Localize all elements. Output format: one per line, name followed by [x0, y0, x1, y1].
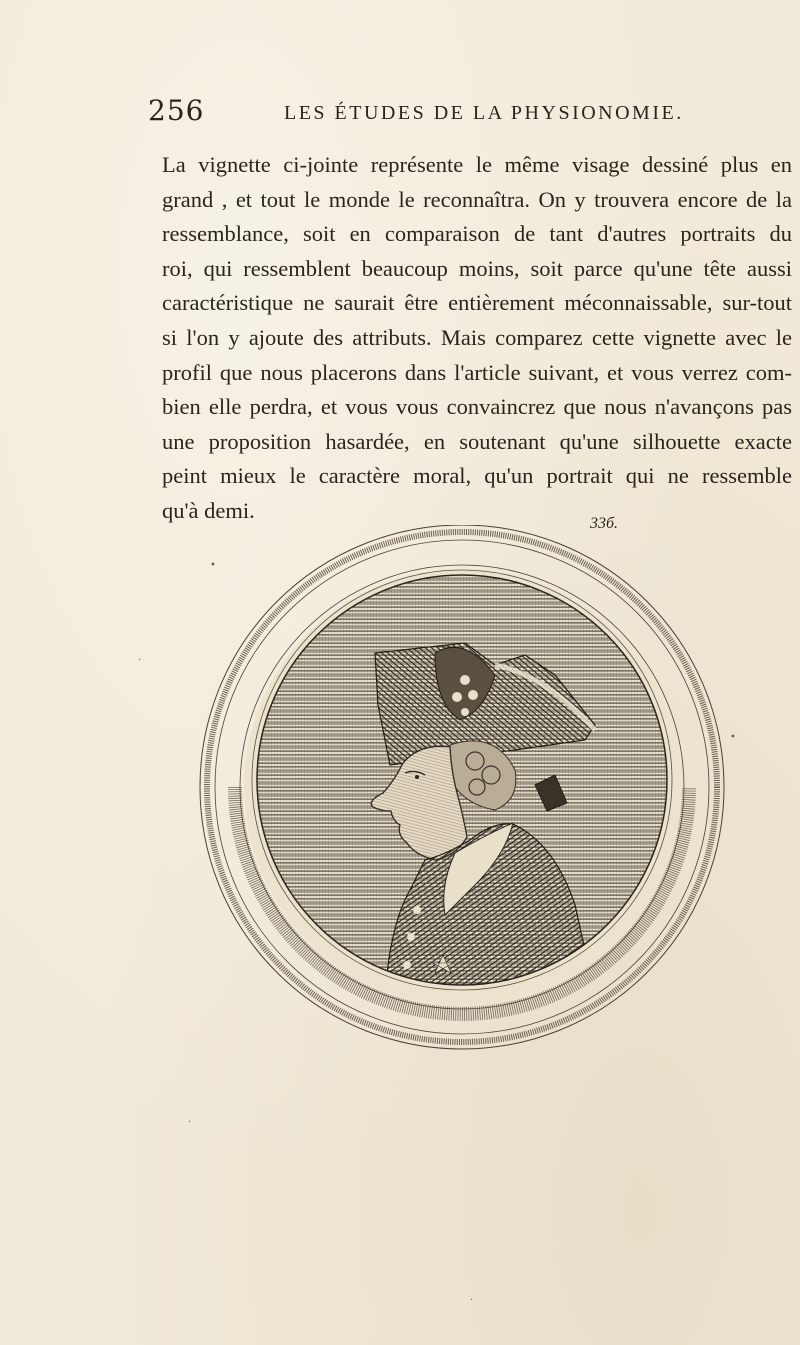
text-line: grand , et tout le monde le reconnaîtra. On y trouvera encore de la	[162, 186, 792, 212]
ink-speck: ·	[138, 655, 142, 666]
text-line: ressemblance, soit en comparaison de tant d'autres portraits du	[162, 221, 792, 247]
portrait-vignette	[195, 525, 730, 1050]
figure-reference-mark: 33б.	[590, 515, 619, 532]
text-line: peint mieux le caractère moral, qu'un portrait qui ne ressemble	[162, 463, 792, 489]
text-line: une proposition hasardée, en soutenant qu'une silhouette exacte	[162, 428, 792, 454]
ink-speck: ·	[470, 1295, 474, 1306]
page-header	[140, 92, 700, 132]
text-line: La vignette ci-jointe représente le même visage dessiné plus en	[162, 152, 792, 177]
text-line: profil que nous placerons dans l'article suivant, et vous verrez com-	[162, 359, 792, 385]
text-line: si l'on y ajoute des attributs. Mais comparez cette vignette avec le	[162, 324, 792, 350]
ink-speck: •	[730, 732, 736, 743]
text-line: bien elle perdra, et vous vous convaincrez que nous n'avançons pas	[162, 394, 792, 420]
running-title: LES ÉTUDES DE LA PHYSIONOMIE.	[284, 102, 684, 124]
text-line: qu'à demi.	[162, 497, 255, 523]
text-line: caractéristique ne saurait être entièrement méconnaissable, sur-tout	[162, 290, 792, 316]
page-number: 256	[148, 94, 205, 127]
text-line: roi, qui ressemblent beaucoup moins, soit parce qu'une tête aussi	[162, 255, 792, 281]
ink-speck: •	[210, 560, 216, 571]
ink-speck: ·	[188, 1117, 192, 1128]
paragraph	[162, 148, 792, 529]
